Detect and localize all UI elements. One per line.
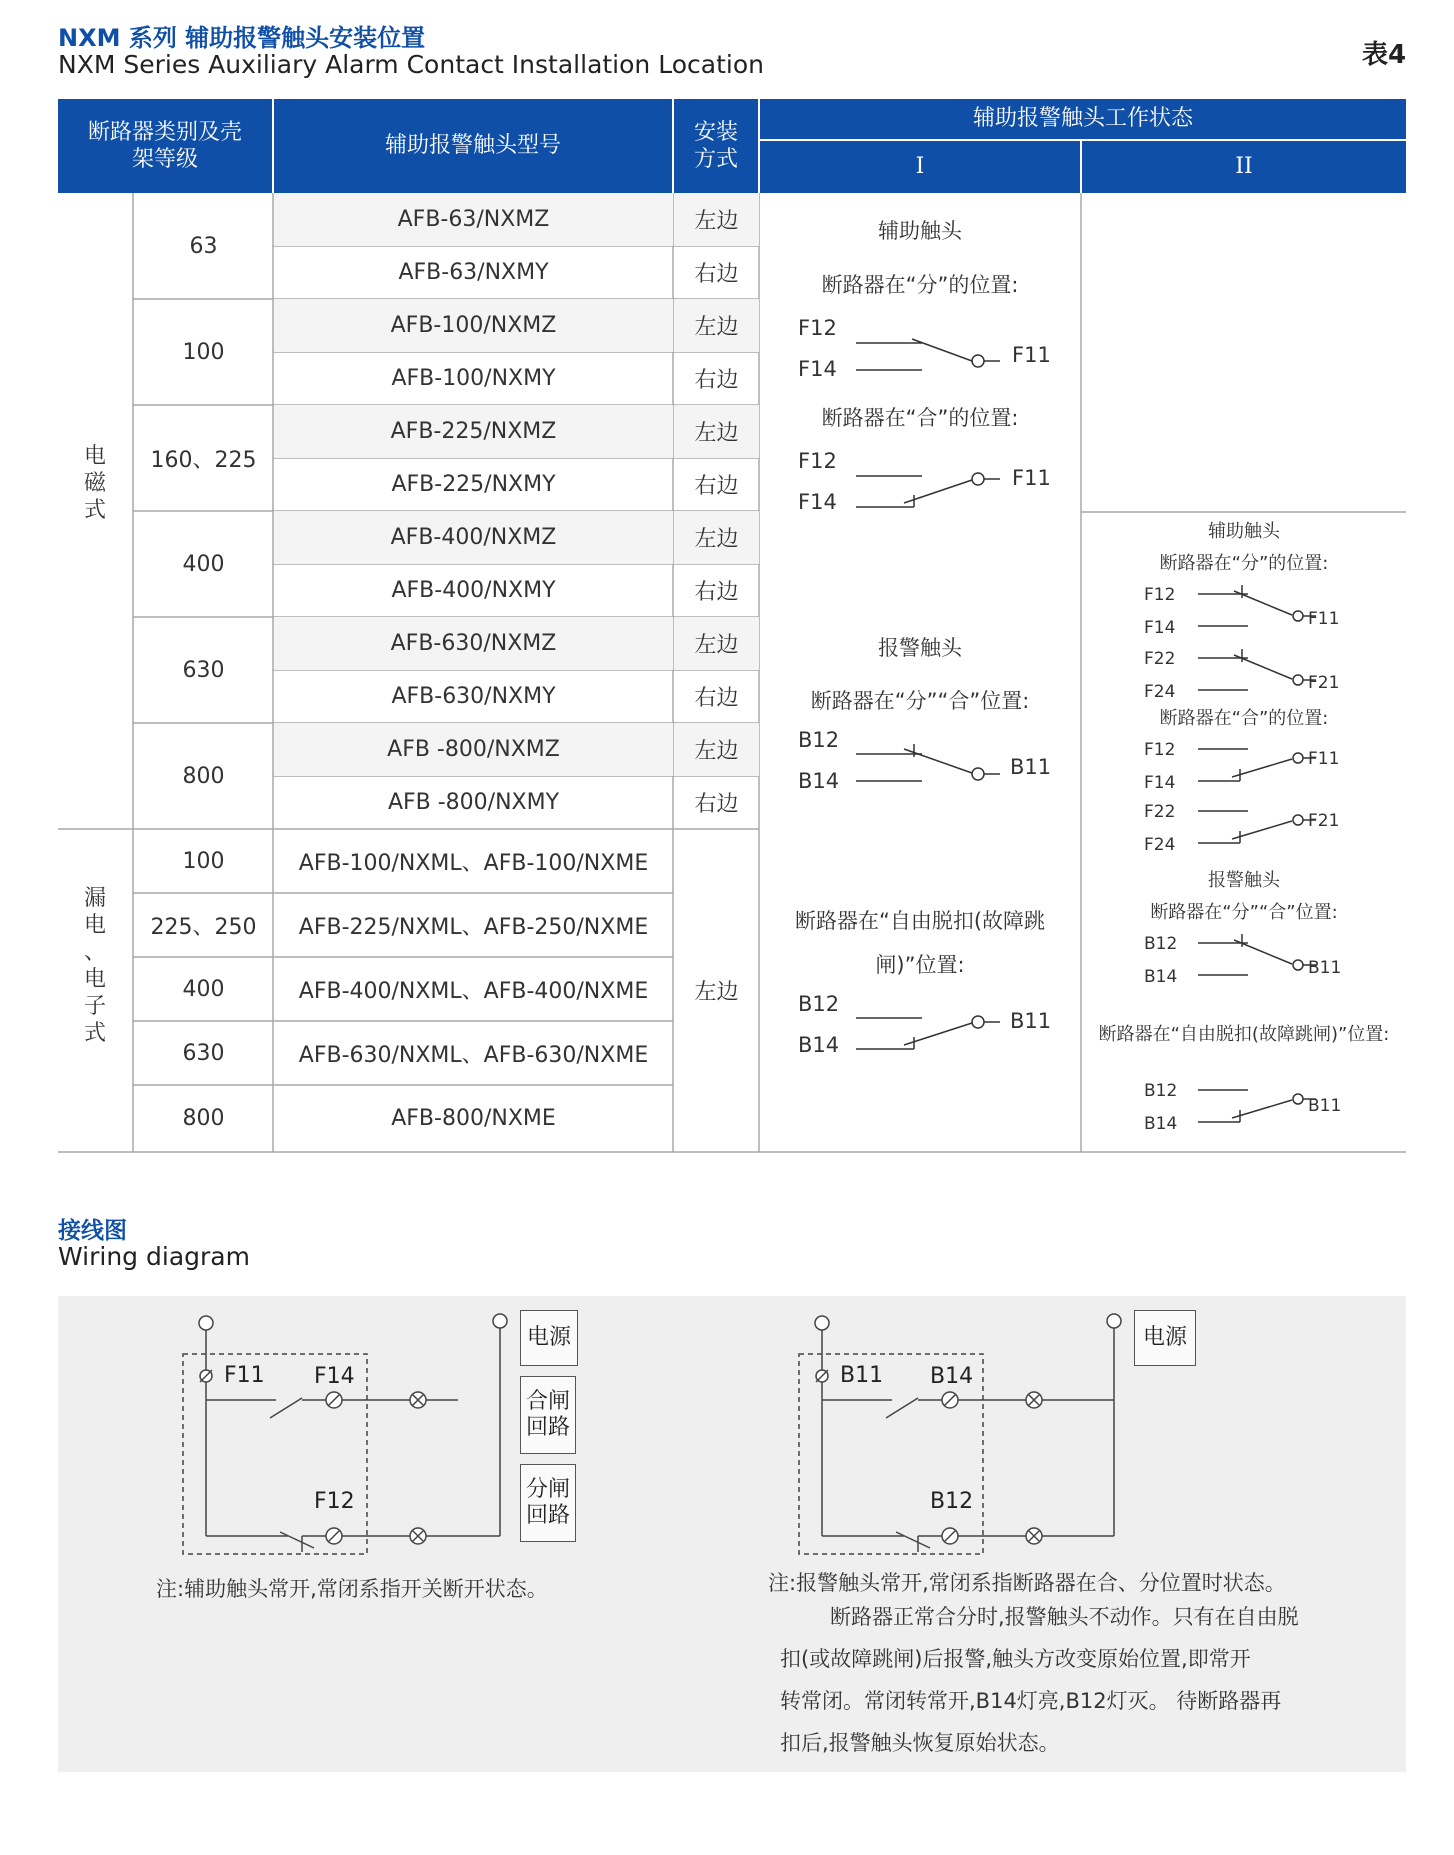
contact-symbols <box>58 99 1406 1153</box>
s1-aux-title: 辅助触头 <box>878 219 962 243</box>
s1-label-b12: B12 <box>798 992 840 1016</box>
box-close-circuit: 合闸回路 <box>520 1376 576 1454</box>
s2-label-b14: B14 <box>1144 1114 1178 1134</box>
box-power: 电源 <box>520 1310 578 1366</box>
wiring-title-en: Wiring diagram <box>58 1242 250 1271</box>
mount-cell: 左边 <box>674 299 759 352</box>
header-category: 断路器类别及壳架等级 <box>58 99 272 193</box>
model-cell: AFB-63/NXMZ <box>274 193 673 246</box>
note-right-line: 扣(或故障跳闸)后报警,触头方改变原始位置,即常开 <box>780 1647 1251 1671</box>
wiring-label-b14: B14 <box>930 1364 974 1389</box>
s1-alarm-pos: 断路器在“分”“合”位置: <box>810 689 1030 713</box>
mount-cell: 左边 <box>674 723 759 776</box>
s1-closed-pos: 断路器在“合”的位置: <box>821 406 1019 430</box>
s1-label-b11: B11 <box>1010 755 1052 779</box>
model-cell: AFB-63/NXMY <box>398 260 549 285</box>
model-cell: AFB-100/NXMZ <box>274 299 673 352</box>
s2-label-f21: F21 <box>1308 811 1340 831</box>
mount-cell: 左边 <box>674 617 759 670</box>
header-model: 辅助报警触头型号 <box>274 99 672 193</box>
mount-cell: 右边 <box>694 262 739 287</box>
le-mount: 左边 <box>694 980 739 1005</box>
model-cell: AFB-400/NXMY <box>391 578 556 603</box>
s2-closed-pos: 断路器在“合”的位置: <box>1159 708 1329 729</box>
spec-table <box>58 99 1406 1153</box>
page-title-cn: NXM 系列 辅助报警触头安装位置 <box>58 24 426 52</box>
s1-alarm-title: 报警触头 <box>878 636 962 660</box>
box-power: 电源 <box>1134 1310 1196 1366</box>
s2-label-f11: F11 <box>1308 609 1340 629</box>
s2-open-pos: 断路器在“分”的位置: <box>1159 553 1329 574</box>
note-left: 注:辅助触头常开,常闭系指开关断开状态。 <box>156 1577 548 1601</box>
frame-63: 63 <box>189 233 218 259</box>
s1-label-f14: F14 <box>798 357 837 381</box>
model-cell: AFB -800/NXMZ <box>274 723 673 776</box>
wiring-diagram-panel <box>58 1296 1406 1772</box>
mount-cell: 右边 <box>694 474 739 499</box>
mount-cell: 右边 <box>694 792 739 817</box>
s1-open-pos: 断路器在“分”的位置: <box>821 273 1019 297</box>
s1-label-b11: B11 <box>1010 1009 1052 1033</box>
s2-alarm-pos: 断路器在“分”“合”位置: <box>1150 902 1338 923</box>
s2-label-f22: F22 <box>1144 802 1176 822</box>
frame-800: 800 <box>182 763 225 789</box>
mount-cell: 左边 <box>674 405 759 458</box>
s2-label-f14: F14 <box>1144 618 1176 638</box>
le-model: AFB-800/NXME <box>391 1106 556 1131</box>
s2-label-b12: B12 <box>1144 934 1178 954</box>
frame-160-225: 160、225 <box>150 447 257 473</box>
mount-cell: 右边 <box>694 580 739 605</box>
s1-label-b14: B14 <box>798 1033 840 1057</box>
le-frame: 100 <box>182 848 225 874</box>
s2-alarm-title: 报警触头 <box>1208 870 1280 891</box>
wiring-label-f11: F11 <box>224 1363 265 1388</box>
le-frame: 400 <box>182 976 225 1002</box>
s2-label-f21: F21 <box>1308 673 1340 693</box>
note-right-line: 断路器正常合分时,报警触头不动作。只有在自由脱 <box>830 1605 1299 1629</box>
s1-label-f12: F12 <box>798 316 837 340</box>
s1-label-f11: F11 <box>1012 343 1051 367</box>
note-right-line: 转常闭。常闭转常开,B14灯亮,B12灯灭。 待断路器再 <box>780 1689 1282 1713</box>
le-frame: 225、250 <box>150 914 257 940</box>
s2-label-f11: F11 <box>1308 749 1340 769</box>
wiring-label-b11: B11 <box>840 1363 884 1388</box>
s1-label-f14: F14 <box>798 490 837 514</box>
model-cell: AFB-100/NXMY <box>391 366 556 391</box>
s1-label-f12: F12 <box>798 449 837 473</box>
header-state-2: II <box>1082 141 1406 193</box>
le-model: AFB-630/NXML、AFB-630/NXME <box>298 1042 649 1068</box>
le-model: AFB-400/NXML、AFB-400/NXME <box>298 978 649 1004</box>
wiring-label-f12: F12 <box>314 1489 355 1514</box>
header-state: 辅助报警触头工作状态 <box>760 99 1406 139</box>
group-leakage-electronic: 漏 电 、 电 子 式 <box>83 886 106 1046</box>
model-cell: AFB -800/NXMY <box>387 790 560 815</box>
header-state-1: I <box>760 141 1080 193</box>
note-right-line: 扣后,报警触头恢复原始状态。 <box>780 1731 1060 1755</box>
s2-aux-title: 辅助触头 <box>1208 521 1280 542</box>
s1-trip-pos: 断路器在“自由脱扣(故障跳闸)”位置: <box>794 909 1046 977</box>
header-mount: 安装方式 <box>674 99 758 193</box>
note-right-line: 注:报警触头常开,常闭系指断路器在合、分位置时状态。 <box>768 1571 1286 1595</box>
s1-label-f11: F11 <box>1012 466 1051 490</box>
wiring-title-cn: 接线图 <box>58 1218 127 1244</box>
le-model: AFB-100/NXML、AFB-100/NXME <box>298 850 649 876</box>
model-cell: AFB-225/NXMZ <box>274 405 673 458</box>
le-frame: 800 <box>182 1106 225 1131</box>
mount-cell: 右边 <box>694 368 739 393</box>
s2-label-f12: F12 <box>1144 740 1176 760</box>
le-frame: 630 <box>182 1040 225 1066</box>
wiring-label-f14: F14 <box>314 1364 355 1389</box>
s1-label-b14: B14 <box>798 769 840 793</box>
page-title-en: NXM Series Auxiliary Alarm Contact Installation Location <box>58 50 764 79</box>
group-electromagnetic: 电 磁 式 <box>83 444 106 523</box>
s2-label-b11: B11 <box>1308 1096 1342 1116</box>
s2-label-b12: B12 <box>1144 1081 1178 1101</box>
wiring-label-b12: B12 <box>930 1489 974 1514</box>
s2-label-b14: B14 <box>1144 967 1178 987</box>
s2-label-b11: B11 <box>1308 958 1342 978</box>
s1-label-b12: B12 <box>798 728 840 752</box>
le-model: AFB-225/NXML、AFB-250/NXME <box>298 914 649 940</box>
model-cell: AFB-225/NXMY <box>391 472 556 497</box>
mount-cell: 左边 <box>674 193 759 246</box>
s2-label-f24: F24 <box>1144 835 1176 855</box>
table-number: 表4 <box>1362 40 1407 70</box>
mount-cell: 左边 <box>674 511 759 564</box>
box-open-circuit: 分闸回路 <box>520 1464 576 1542</box>
s2-label-f22: F22 <box>1144 649 1176 669</box>
frame-400: 400 <box>182 551 225 577</box>
frame-100: 100 <box>182 339 225 365</box>
model-cell: AFB-630/NXMZ <box>274 617 673 670</box>
model-cell: AFB-400/NXMZ <box>274 511 673 564</box>
s2-label-f24: F24 <box>1144 682 1176 702</box>
model-cell: AFB-630/NXMY <box>391 684 556 709</box>
frame-630: 630 <box>182 657 225 683</box>
s2-label-f14: F14 <box>1144 773 1176 793</box>
s2-trip-pos: 断路器在“自由脱扣(故障跳闸)”位置: <box>1098 1024 1390 1045</box>
mount-cell: 右边 <box>694 686 739 711</box>
s2-label-f12: F12 <box>1144 585 1176 605</box>
